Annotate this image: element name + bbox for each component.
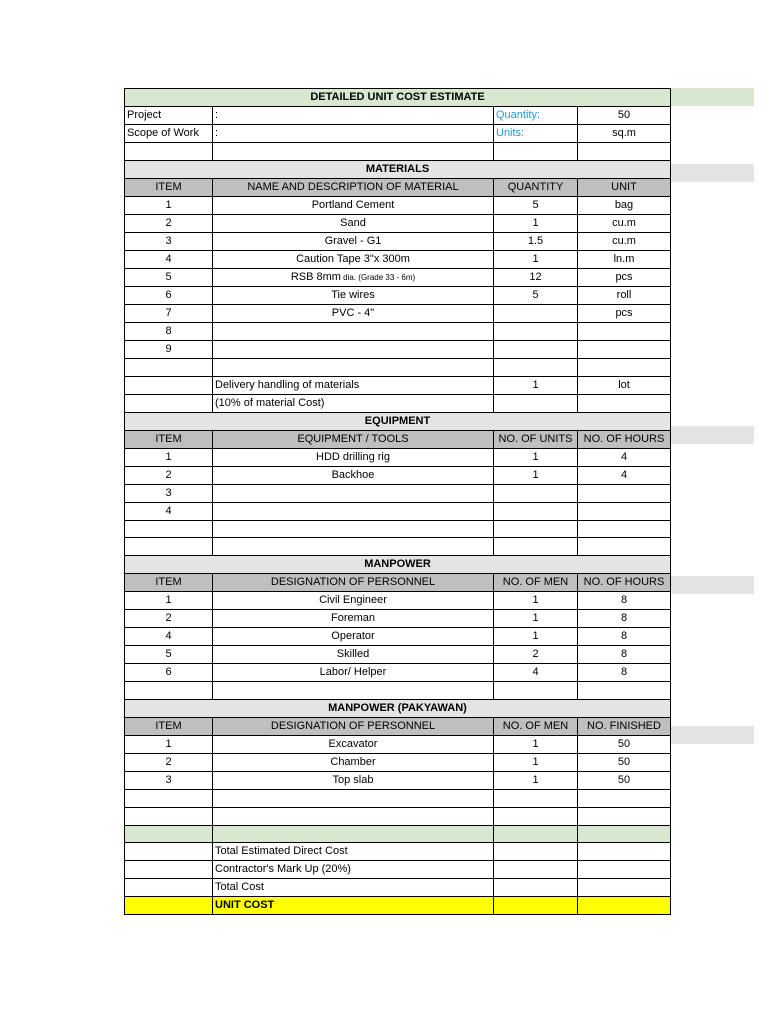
qty-cell[interactable]: 1 [494,771,578,789]
delivery-note[interactable]: (10% of material Cost) [213,394,494,412]
item-cell[interactable]: 4 [125,250,213,268]
unit-cell[interactable]: pcs [578,304,671,322]
manpower-section [125,556,671,574]
col-header: NO. OF MEN [494,574,578,592]
col-header: NO. OF MEN [494,717,578,735]
item-cell[interactable]: 7 [125,304,213,322]
equipment-band-extension [670,426,754,444]
col-header: NAME AND DESCRIPTION OF MATERIAL [213,178,494,196]
description-cell[interactable]: Excavator [213,735,494,753]
col-header: NO. OF UNITS [494,430,578,448]
pakyawan-rows [125,735,671,789]
table-row [125,304,671,322]
item-cell[interactable]: 6 [125,286,213,304]
description-cell[interactable]: PVC - 4" [213,304,494,322]
pakyawan-header [125,717,671,735]
units-value[interactable]: sq.m [578,125,671,143]
unit-cell[interactable]: 4 [578,448,671,466]
unit-cost-row [125,897,671,915]
description-cell[interactable]: Civil Engineer [213,592,494,610]
item-cell[interactable]: 1 [125,196,213,214]
blank-row [125,358,671,376]
description-cell[interactable]: Labor/ Helper [213,664,494,682]
materials-band-extension [670,164,754,182]
title-row [125,89,671,107]
materials-section [125,160,671,178]
manpower-title: MANPOWER [125,556,671,574]
unit-cell[interactable]: bag [578,196,671,214]
table-row [125,628,671,646]
unit-cell[interactable] [578,502,671,520]
table-row [125,286,671,304]
total-direct-value[interactable] [578,843,671,861]
subtotal-band-row [125,825,671,843]
cost-estimate-sheet [124,88,670,915]
item-cell[interactable]: 5 [125,268,213,286]
item-cell[interactable]: 9 [125,340,213,358]
scope-row [125,125,671,143]
col-header: ITEM [125,178,213,196]
qty-cell[interactable]: 1 [494,735,578,753]
item-cell[interactable]: 5 [125,646,213,664]
description-cell[interactable] [213,502,494,520]
blank-row [125,789,671,807]
table-row [125,340,671,358]
pakyawan-title: MANPOWER (PAKYAWAN) [125,699,671,717]
scope-value[interactable]: : [213,125,494,143]
description-cell[interactable]: Chamber [213,753,494,771]
unit-cell[interactable]: 8 [578,646,671,664]
table-row [125,466,671,484]
delivery-note-row [125,394,671,412]
col-header: ITEM [125,430,213,448]
item-cell[interactable]: 1 [125,448,213,466]
qty-cell[interactable]: 12 [494,268,578,286]
item-cell[interactable]: 3 [125,232,213,250]
table-row [125,735,671,753]
pakyawan-band-extension [670,726,754,744]
description-cell[interactable] [213,322,494,340]
table-row [125,753,671,771]
unit-cell[interactable] [578,340,671,358]
rsb-grade-note: dia. (Grade 33 - 6m) [340,272,416,282]
markup-row [125,861,671,879]
unit-cell[interactable]: 8 [578,664,671,682]
total-direct-qty[interactable] [494,843,578,861]
qty-cell[interactable]: 1 [494,466,578,484]
delivery-row [125,376,671,394]
manpower-rows [125,592,671,682]
item-cell[interactable]: 8 [125,322,213,340]
unit-cost-qty[interactable] [494,897,578,915]
unit-cell[interactable]: 50 [578,735,671,753]
description-cell[interactable]: Gravel - G1 [213,232,494,250]
unit-cell[interactable]: pcs [578,268,671,286]
description-cell[interactable]: Caution Tape 3"x 300m [213,250,494,268]
total-cost-qty[interactable] [494,879,578,897]
description-cell[interactable]: Backhoe [213,466,494,484]
title-band-extension [670,88,754,106]
materials-title: MATERIALS [125,160,671,178]
delivery-label[interactable]: Delivery handling of materials [213,376,494,394]
table-row [125,610,671,628]
unit-cost-label: UNIT COST [213,897,494,915]
qty-cell[interactable]: 1 [494,628,578,646]
total-cost-row [125,879,671,897]
table-row [125,214,671,232]
materials-header [125,178,671,196]
qty-cell[interactable]: 1 [494,250,578,268]
blank-row [125,807,671,825]
table-row [125,268,671,286]
col-header: ITEM [125,717,213,735]
table-row [125,232,671,250]
pakyawan-section [125,699,671,717]
unit-cell[interactable] [578,484,671,502]
unit-cell[interactable]: roll [578,286,671,304]
description-cell[interactable]: RSB 8mm dia. (Grade 33 - 6m) [213,268,494,286]
col-header: NO. FINISHED [578,717,671,735]
manpower-header [125,574,671,592]
unit-cell[interactable] [578,322,671,340]
description-cell[interactable] [213,340,494,358]
unit-cell[interactable]: ln.m [578,250,671,268]
table-row [125,592,671,610]
unit-cell[interactable]: cu.m [578,232,671,250]
item-cell[interactable]: 6 [125,664,213,682]
qty-cell[interactable] [494,484,578,502]
cost-estimate-table [124,88,671,915]
description-cell[interactable]: Skilled [213,646,494,664]
description-cell[interactable]: Foreman [213,610,494,628]
item-cell[interactable]: 4 [125,628,213,646]
qty-cell[interactable]: 1 [494,610,578,628]
total-direct-row [125,843,671,861]
table-row [125,502,671,520]
table-row [125,196,671,214]
description-cell[interactable] [213,484,494,502]
description-cell[interactable]: Sand [213,214,494,232]
markup-value[interactable] [578,861,671,879]
unit-cell[interactable]: 8 [578,592,671,610]
description-cell[interactable]: Tie wires [213,286,494,304]
materials-rows [125,196,671,358]
qty-cell[interactable]: 1 [494,214,578,232]
col-header: DESIGNATION OF PERSONNEL [213,574,494,592]
table-row [125,322,671,340]
item-cell[interactable]: 3 [125,484,213,502]
unit-cell[interactable]: cu.m [578,214,671,232]
blank-row [125,682,671,700]
blank-row [125,538,671,556]
blank-row [125,520,671,538]
description-cell[interactable]: HDD drilling rig [213,448,494,466]
qty-cell[interactable]: 1 [494,753,578,771]
unit-cell[interactable]: 4 [578,466,671,484]
description-cell[interactable]: Operator [213,628,494,646]
item-cell[interactable]: 1 [125,592,213,610]
markup-label: Contractor's Mark Up (20%) [213,861,494,879]
qty-cell[interactable]: 2 [494,646,578,664]
project-value[interactable]: : [213,107,494,125]
unit-cell[interactable]: 50 [578,753,671,771]
total-cost-value[interactable] [578,879,671,897]
equipment-header [125,430,671,448]
blank-row [125,143,671,161]
qty-cell[interactable] [494,340,578,358]
qty-cell[interactable] [494,304,578,322]
scope-label: Scope of Work [125,125,213,143]
quantity-label: Quantity: [494,107,578,125]
col-header: EQUIPMENT / TOOLS [213,430,494,448]
unit-cell[interactable]: 8 [578,610,671,628]
item-cell[interactable]: 2 [125,753,213,771]
quantity-value[interactable]: 50 [578,107,671,125]
table-row [125,250,671,268]
qty-cell[interactable] [494,502,578,520]
qty-cell[interactable]: 5 [494,196,578,214]
equipment-title: EQUIPMENT [125,412,671,430]
table-row [125,664,671,682]
col-header: QUANTITY [494,178,578,196]
description-cell[interactable]: Top slab [213,771,494,789]
description-cell[interactable]: Portland Cement [213,196,494,214]
units-label: Units: [494,125,578,143]
item-cell[interactable]: 1 [125,735,213,753]
delivery-qty[interactable]: 1 [494,376,578,394]
item-cell[interactable]: 4 [125,502,213,520]
project-row [125,107,671,125]
sheet-title: DETAILED UNIT COST ESTIMATE [125,89,671,107]
table-row [125,646,671,664]
delivery-unit[interactable]: lot [578,376,671,394]
markup-qty[interactable] [494,861,578,879]
qty-cell[interactable]: 1.5 [494,232,578,250]
manpower-band-extension [670,576,754,594]
qty-cell[interactable]: 5 [494,286,578,304]
col-header: NO. OF HOURS [578,574,671,592]
total-cost-label: Total Cost [213,879,494,897]
qty-cell[interactable]: 4 [494,664,578,682]
item-cell[interactable]: 2 [125,466,213,484]
table-row [125,771,671,789]
qty-cell[interactable]: 1 [494,448,578,466]
col-header: NO. OF HOURS [578,430,671,448]
unit-cell[interactable]: 50 [578,771,671,789]
col-header: DESIGNATION OF PERSONNEL [213,717,494,735]
project-label: Project [125,107,213,125]
col-header: ITEM [125,574,213,592]
qty-cell[interactable]: 1 [494,592,578,610]
equipment-rows [125,448,671,520]
col-header: UNIT [578,178,671,196]
table-row [125,448,671,466]
qty-cell[interactable] [494,322,578,340]
total-direct-label: Total Estimated Direct Cost [213,843,494,861]
equipment-section [125,412,671,430]
item-cell[interactable]: 3 [125,771,213,789]
unit-cost-value[interactable] [578,897,671,915]
unit-cell[interactable]: 8 [578,628,671,646]
item-cell[interactable]: 2 [125,610,213,628]
item-cell[interactable]: 2 [125,214,213,232]
table-row [125,484,671,502]
